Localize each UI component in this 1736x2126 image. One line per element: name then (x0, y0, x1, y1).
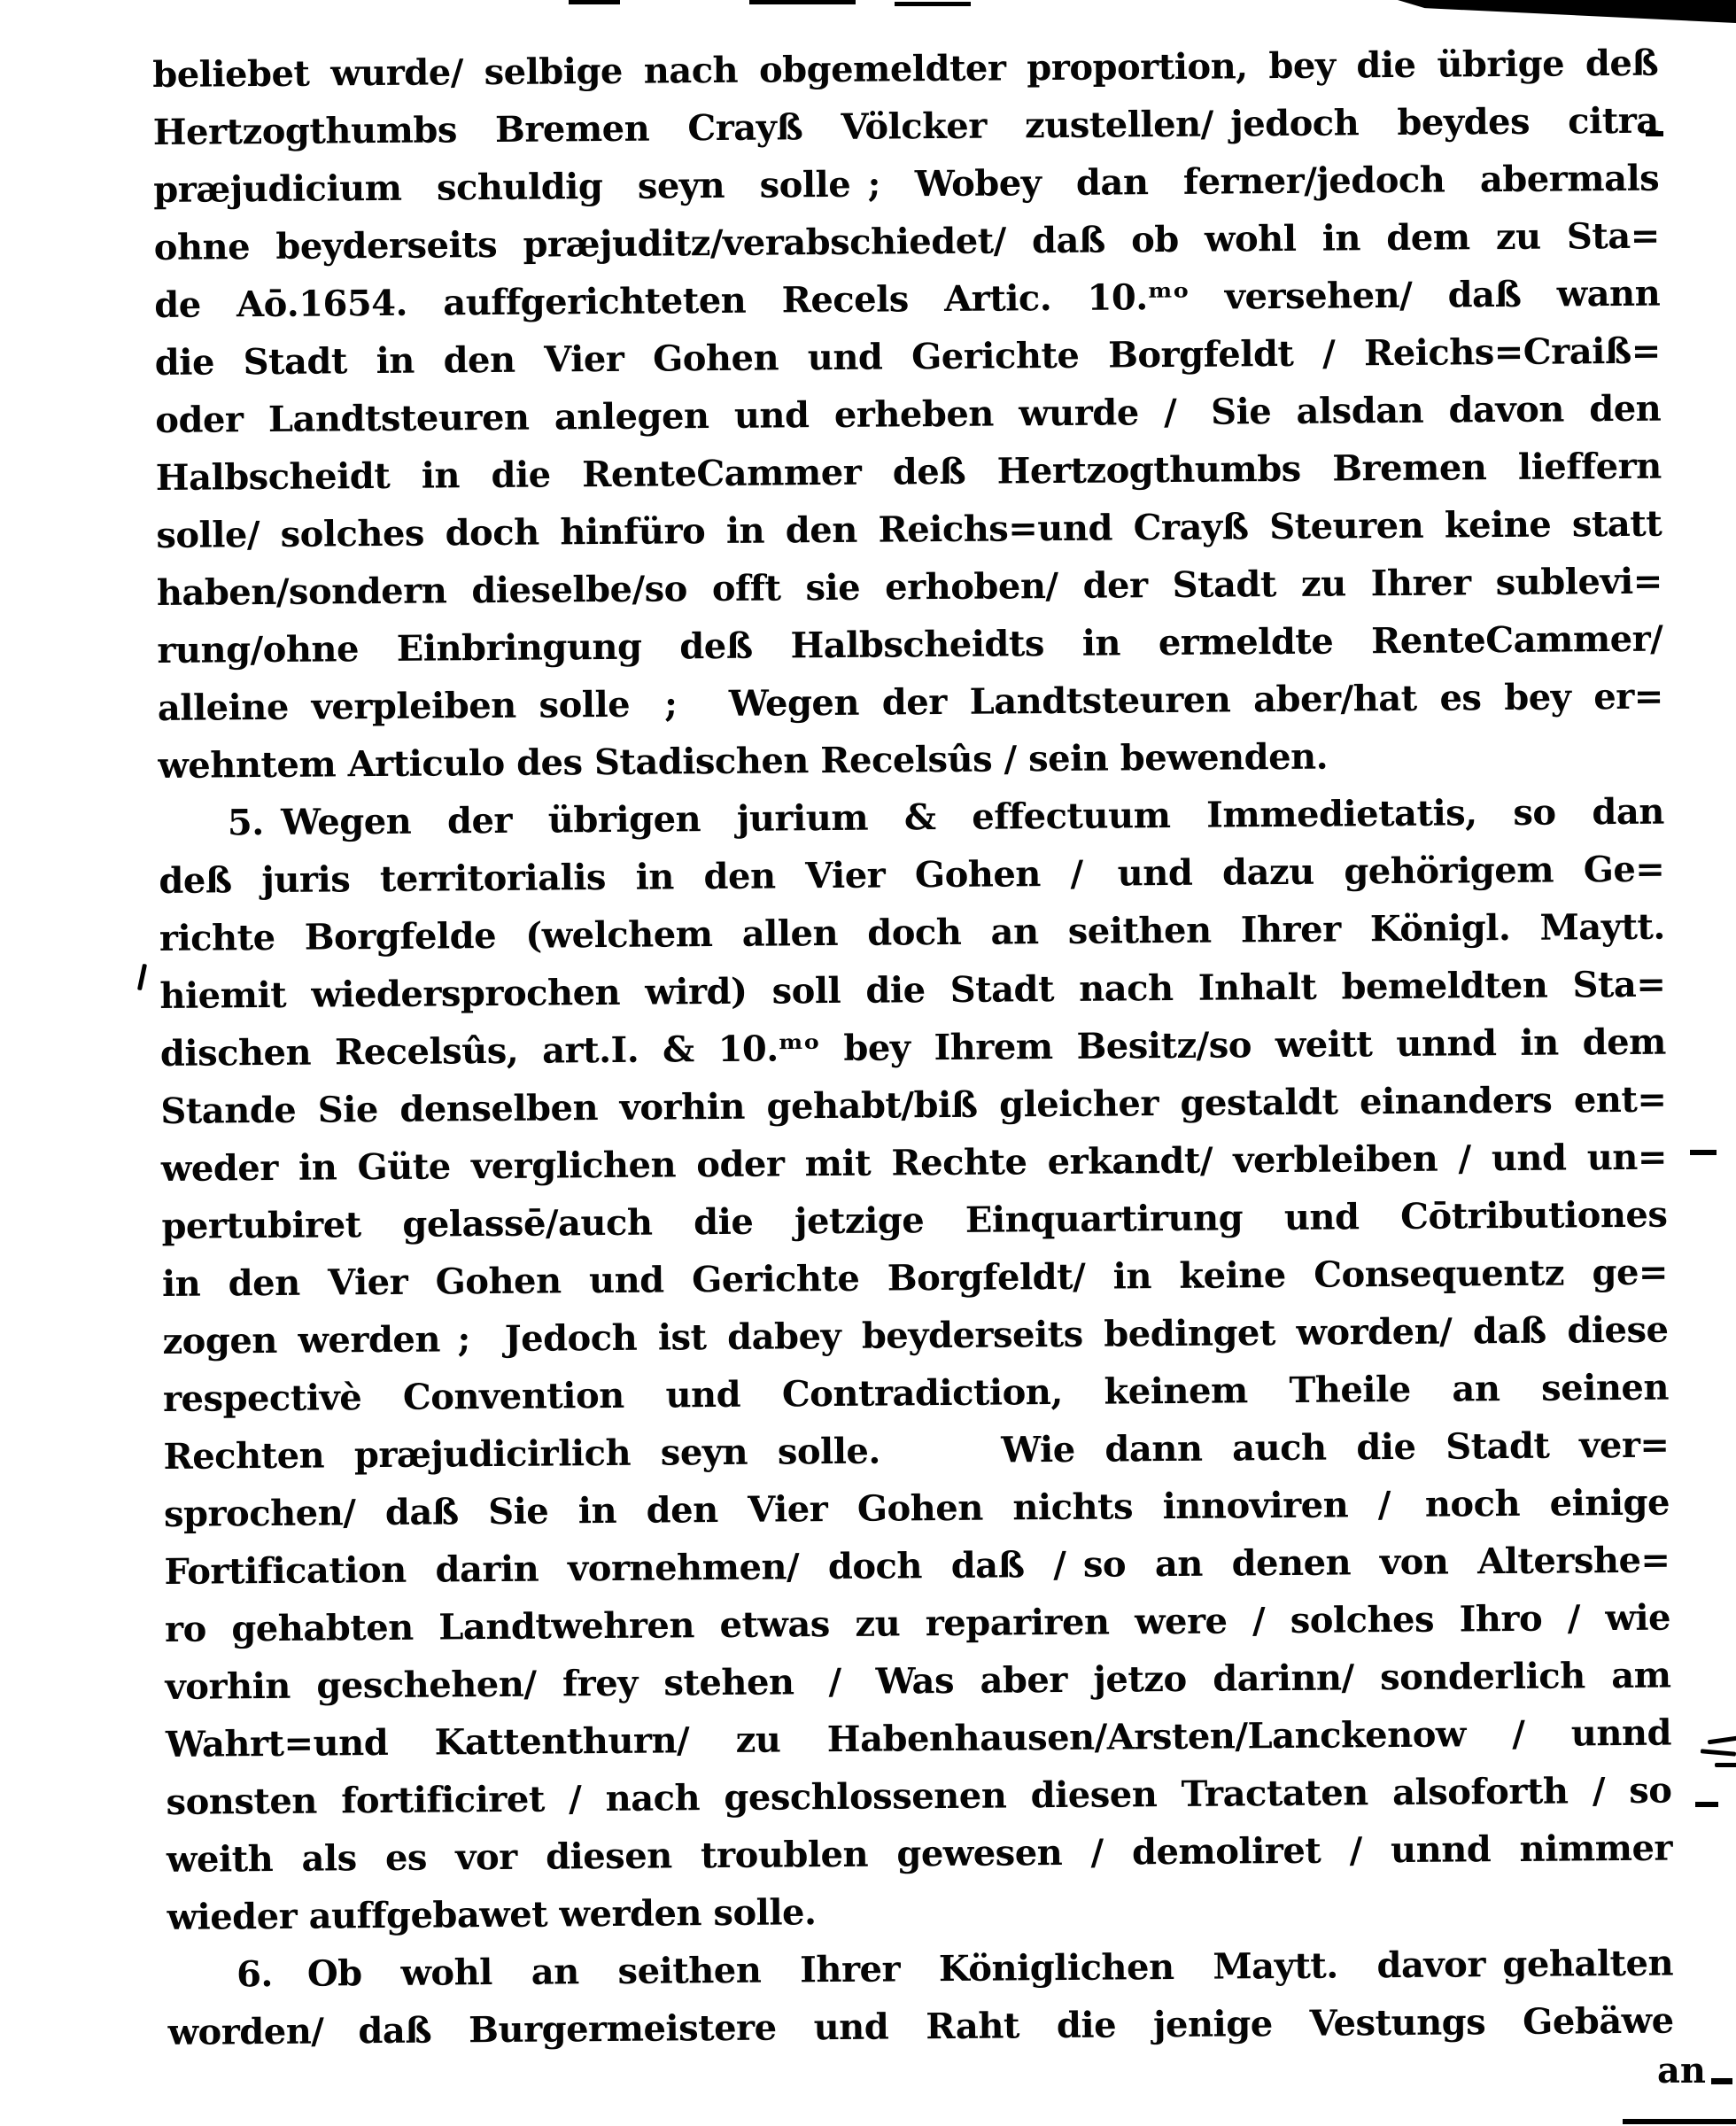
text-block (152, 35, 1674, 2061)
text-line: pertubiret gelassē/auch die jetzige Einquartirung und Cōtributiones (161, 1193, 1668, 1247)
text-line: wehntem Articulo des Stadischen Recelsûs / sein bewenden. (158, 735, 1329, 787)
text-line: de Aō.1654. auffgerichteten Recels Artic. 10.ᵐᵒ versehen/ daß wann (154, 272, 1661, 326)
text-line: Hertzogthumbs Bremen Crayß Völcker zustellen/ jedoch beydes citra (152, 99, 1659, 153)
scan-artifact-top-right-wedge (1398, 0, 1736, 23)
scan-artifact-edge-dash (1695, 1802, 1718, 1807)
text-line: ohne beyderseits præjuditz/verabschiedet/ daß ob wohl in dem zu Sta= (153, 214, 1660, 268)
text-line: rung/ohne Einbringung deß Halbscheidts in ermeldte RenteCammer/ (157, 617, 1663, 671)
text-line: sprochen/ daß Sie in den Vier Gohen nichts innoviren / noch einige (163, 1481, 1670, 1535)
text-line: weder in Güte verglichen oder mit Rechte erkandt/ verbleiben / und un= (160, 1136, 1668, 1190)
text-line: dischen Recelsûs, art.I. & 10.ᵐᵒ bey Ihrem Besitz/so weitt unnd in dem (159, 1020, 1667, 1075)
text-line: ro gehabten Landtwehren etwas zu repariren were / solches Ihro / wie (164, 1596, 1671, 1650)
text-line: vorhin geschehen/ frey stehen / Was aber jetzo darinn/ sonderlich am (165, 1654, 1671, 1708)
text-line: wieder auffgebawet werden solle. (167, 1891, 817, 1938)
scan-artifact-edge-dash (1711, 2078, 1732, 2084)
text-line: Rechten præjudicirlich seyn solle. Wie dann auch die Stadt ver= (163, 1424, 1670, 1478)
text-line: die Stadt in den Vier Gohen und Gerichte Borgfeldt / Reichs=Craiß= (154, 330, 1661, 384)
scan-artifact-top-dash (895, 2, 971, 6)
text-line: præjudicium schuldig seyn solle ; Wobey dan ferner/jedoch abermals (153, 157, 1660, 211)
catchword: an (1657, 2050, 1706, 2091)
text-line: respectivè Convention und Contradiction, keinem Theile an seinen (162, 1366, 1670, 1420)
text-line: Wahrt=und Kattenthurn/ zu Habenhausen/Arsten/Lanckenow / unnd (165, 1711, 1672, 1765)
text-line: richte Borgfelde (welchem allen doch an seithen Ihrer Königl. Maytt. (159, 905, 1666, 959)
text-line: zogen werden ; Jedoch ist dabey beyderseits bedinget worden/ daß diese (162, 1308, 1669, 1362)
text-line: Halbscheidt in die RenteCammer deß Hertzogthumbs Bremen lieffern (155, 445, 1662, 499)
scan-artifact-stray-mark (137, 964, 147, 990)
text-line: in den Vier Gohen und Gerichte Borgfeldt/ in keine Consequentz ge= (161, 1251, 1669, 1305)
scan-artifact-scribble (1701, 1749, 1736, 1756)
text-line: alleine verpleiben solle ; Wegen der Landtsteuren aber/hat es bey er= (157, 675, 1664, 729)
text-line: hiemit wiedersprochen wird) soll die Stadt nach Inhalt bemeldten Sta= (159, 963, 1666, 1017)
text-line: 5. Wegen der übrigen jurium & effectuum Immedietatis, so dan (227, 790, 1665, 844)
text-line: worden/ daß Burgermeistere und Raht die jenige Vestungs Gebäwe (167, 1999, 1674, 2053)
text-line: sonsten fortificiret / nach geschlossenen diesen Tractaten alsoforth / so (166, 1769, 1672, 1823)
text-line: haben/sondern dieselbe/so offt sie erhoben/ der Stadt zu Ihrer sublevi= (156, 560, 1662, 614)
text-line: Stande Sie denselben vorhin gehabt/biß gleicher gestaldt einanders ent= (160, 1078, 1667, 1132)
text-line: 6. Ob wohl an seithen Ihrer Königlichen Maytt. davor gehalten (236, 1942, 1674, 1996)
scan-artifact-scribble (1715, 1763, 1736, 1767)
scan-artifact-scribble (1708, 1736, 1736, 1745)
text-line: deß juris territorialis in den Vier Gohen / und dazu gehörigem Ge= (159, 848, 1665, 902)
scan-artifact-top-dash (749, 0, 856, 4)
scan-artifact-top-dash (569, 0, 620, 4)
text-line: solle/ solches doch hinfüro in den Reichs=und Crayß Steuren keine statt (156, 502, 1662, 556)
text-line: Fortification darin vornehmen/ doch daß / so an denen von Altershe= (164, 1539, 1670, 1593)
text-line: oder Landtsteuren anlegen und erheben wurde / Sie alsdan davon den (155, 387, 1662, 441)
text-line: beliebet wurde/ selbige nach obgemeldter proportion, bey die übrige deß (152, 42, 1659, 96)
scan-artifact-bottom-line (1623, 2119, 1736, 2124)
text-line: weith als es vor diesen troublen gewesen / demoliret / unnd nimmer (166, 1827, 1673, 1881)
scan-artifact-edge-dash (1690, 1150, 1717, 1155)
